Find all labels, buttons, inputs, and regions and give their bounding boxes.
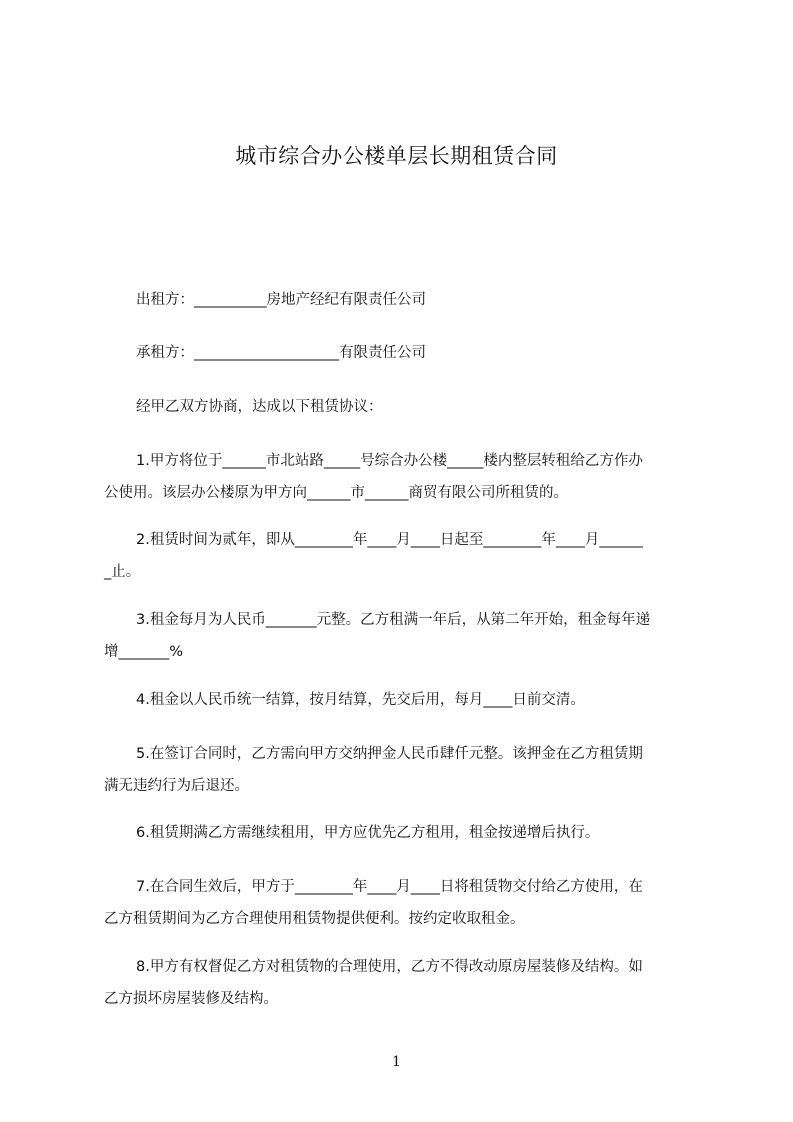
clause-6-line1: 6.租赁期满乙方需继续租用，甲方应优先乙方租用，租金按递增后执行。: [136, 825, 600, 841]
clause-5: [104, 738, 704, 802]
clause-2-line1: 2.租赁时间为贰年，即从________年____月____日起至________年____月______: [136, 532, 643, 548]
clause-5-line1: 5.在签订合同时，乙方需向甲方交纳押金人民币肆仟元整。该押金在乙方租赁期: [136, 746, 643, 762]
clause-5-line2: 满无违约行为后退还。: [104, 778, 249, 794]
clause-1-line1: 1.甲方将位于______市北站路_____号综合办公楼_____楼内整层转租给乙方作办: [136, 453, 643, 469]
clause-8: [104, 951, 704, 1015]
page-number: 1: [392, 1054, 401, 1070]
intro-line: 经甲乙双方协商，达成以下租赁协议：: [136, 399, 383, 415]
lessee-line: 承租方：____________________有限责任公司: [136, 345, 426, 361]
clause-8-line2: 乙方损坏房屋装修及结构。: [104, 991, 278, 1007]
lessor-line: 出租方：__________房地产经纪有限责任公司: [136, 292, 426, 308]
clause-3: [104, 604, 704, 668]
clause-2-line2: _止。: [104, 564, 141, 580]
clause-4: [104, 684, 704, 716]
clause-3-line2: 增_______%: [104, 644, 184, 660]
clause-2: [104, 524, 704, 588]
clause-4-line1: 4.租金以人民币统一结算，按月结算，先交后用，每月____日前交清。: [136, 692, 585, 708]
clause-7-line2: 乙方租赁期间为乙方合理使用租赁物提供便利。按约定收取租金。: [104, 911, 525, 927]
clause-7: [104, 871, 704, 935]
clause-8-line1: 8.甲方有权督促乙方对租赁物的合理使用，乙方不得改动原房屋装修及结构。如: [136, 959, 643, 975]
document-title: 城市综合办公楼单层长期租赁合同: [235, 144, 558, 168]
clause-6: [104, 817, 704, 849]
clause-3-line1: 3.租金每月为人民币_______元整。乙方租满一年后，从第二年开始，租金每年递: [136, 612, 651, 628]
clause-1-line2: 公使用。该层办公楼原为甲方向______市______商贸有限公司所租赁的。: [104, 485, 568, 501]
clause-1: [104, 445, 704, 509]
clause-7-line1: 7.在合同生效后，甲方于________年____月____日将租赁物交付给乙方使用，在: [136, 879, 643, 895]
